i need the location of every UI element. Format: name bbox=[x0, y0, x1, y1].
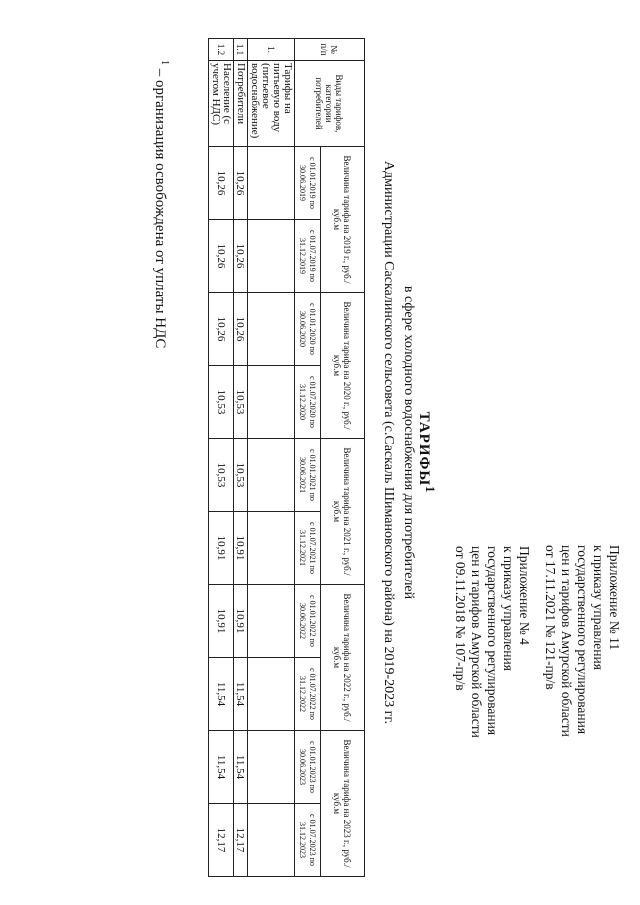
header-period: с 01.07.2021 по 31.12.2021 bbox=[295, 512, 321, 585]
header-period: с 01.07.2020 по 31.12.2020 bbox=[295, 366, 321, 439]
row-name: Население (с учетом НДС) bbox=[209, 61, 234, 147]
tariff-value: 11,54 bbox=[234, 731, 248, 804]
appendix-11-line: к приказу управления bbox=[591, 545, 606, 670]
header-period: с 01.01.2021 по 30.06.2021 bbox=[295, 439, 321, 512]
table-row bbox=[209, 39, 234, 877]
row-name: Тарифы на питьевую воду (питьевое водоснабжение) bbox=[248, 61, 295, 147]
header-number: № п/п bbox=[295, 39, 365, 61]
tariff-value: 10,91 bbox=[234, 585, 248, 658]
header-period: с 01.01.2019 по 30.06.2019 bbox=[295, 147, 321, 220]
header-period: с 01.07.2023 по 31.12.2023 bbox=[295, 804, 321, 877]
document-title-text: ТАРИФЫ bbox=[416, 411, 432, 487]
appendix-4-line: цен и тарифов Амурской области bbox=[469, 546, 484, 738]
document-subtitle-line-1: в сфере холодного водоснабжения для потребителей bbox=[401, 285, 416, 600]
header-tariff-type: Виды тарифов, категории потребителей bbox=[295, 61, 365, 147]
table-row bbox=[234, 39, 248, 877]
header-period: с 01.01.2020 по 30.06.2020 bbox=[295, 293, 321, 366]
header-period: с 01.01.2023 по 30.06.2023 bbox=[295, 731, 321, 804]
tariff-value: 11,54 bbox=[209, 731, 234, 804]
header-period: с 01.01.2022 по 30.06.2022 bbox=[295, 585, 321, 658]
document-subtitle-line-2: Администрации Саскалинского сельсовета (с.Саскаль Шимановского района) на 2019-2023 гг. bbox=[381, 160, 396, 725]
title-footnote-mark: 1 bbox=[423, 486, 437, 494]
tariff-value: 10,26 bbox=[234, 147, 248, 220]
tariff-value: 10,26 bbox=[234, 220, 248, 293]
header-year-2022: Величина тарифа на 2022 г., руб./куб.м bbox=[321, 585, 365, 731]
appendix-11-line: государственного регулирования bbox=[575, 545, 590, 735]
appendix-11-line: цен и тарифов Амурской области bbox=[559, 545, 574, 737]
footnote-text: – организация освобождена от уплаты НДС bbox=[152, 65, 168, 349]
tariff-value: 10,91 bbox=[234, 512, 248, 585]
header-period: с 01.07.2022 по 31.12.2022 bbox=[295, 658, 321, 731]
appendix-4-line: Приложение № 4 bbox=[517, 546, 532, 645]
document-title bbox=[415, 0, 437, 905]
row-number: 1.2 bbox=[209, 39, 234, 61]
header-year-2020: Величина тарифа на 2020 г., руб./куб.м bbox=[321, 293, 365, 439]
header-period: с 01.07.2019 по 31.12.2019 bbox=[295, 220, 321, 293]
row-number: 1.1 bbox=[234, 39, 248, 61]
footnote-mark: 1 bbox=[159, 60, 170, 65]
tariff-value: 10,53 bbox=[209, 439, 234, 512]
header-year-2019: Величина тарифа на 2019 г., руб./куб.м bbox=[321, 147, 365, 293]
tariff-value: 12,17 bbox=[234, 804, 248, 877]
row-number: 1. bbox=[248, 39, 295, 61]
tariff-value: 10,91 bbox=[209, 585, 234, 658]
tariff-value: 11,54 bbox=[209, 658, 234, 731]
appendix-4-line: к приказу управления bbox=[501, 546, 516, 671]
appendix-4-line: от 09.11.2018 № 107-пр/в bbox=[453, 546, 468, 691]
footnote bbox=[151, 60, 170, 348]
tariff-value: 11,54 bbox=[234, 658, 248, 731]
appendix-11-block bbox=[542, 545, 622, 737]
row-name: Потребители bbox=[234, 61, 248, 147]
appendix-4-block bbox=[452, 546, 532, 738]
appendix-4-line: государственного регулирования bbox=[485, 546, 500, 736]
table-row bbox=[248, 39, 295, 877]
header-year-2021: Величина тарифа на 2021 г., руб./куб.м bbox=[321, 439, 365, 585]
tariff-value: 10,53 bbox=[234, 366, 248, 439]
tariff-value: 12,17 bbox=[209, 804, 234, 877]
tariff-value: 10,91 bbox=[209, 512, 234, 585]
appendix-11-line: от 17.11.2021 № 121-пр/в bbox=[543, 545, 558, 690]
tariff-value: 10,26 bbox=[234, 293, 248, 366]
tariff-value: 10,26 bbox=[209, 147, 234, 220]
appendix-11-line: Приложение № 11 bbox=[607, 545, 622, 651]
tariff-value: 10,53 bbox=[234, 439, 248, 512]
header-year-2023: Величина тарифа на 2023 г., руб./куб.м bbox=[321, 731, 365, 877]
tariff-value: 10,53 bbox=[209, 366, 234, 439]
tariff-table bbox=[208, 38, 365, 877]
tariff-value: 10,26 bbox=[209, 220, 234, 293]
tariff-value: 10,26 bbox=[209, 293, 234, 366]
